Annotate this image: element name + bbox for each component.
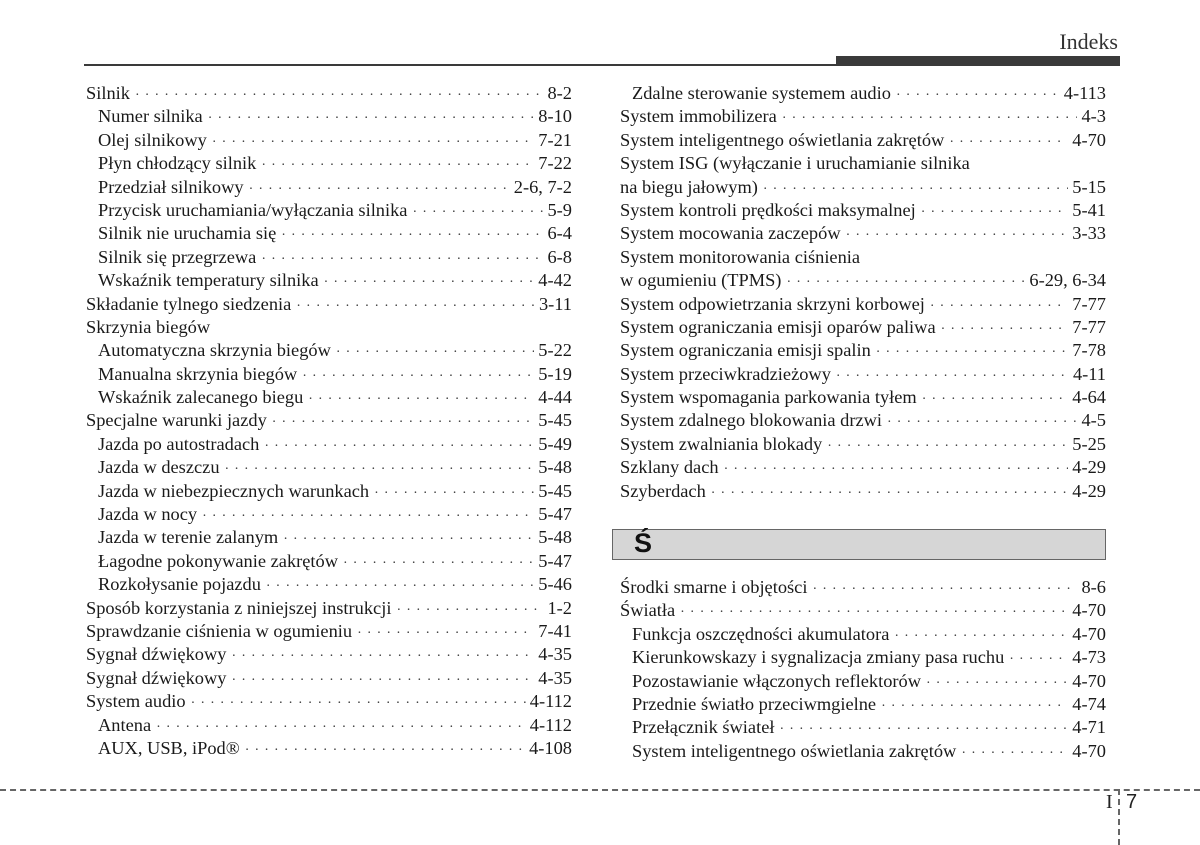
- index-entry-label: Jazda w nocy: [98, 504, 198, 525]
- index-entry: [86, 199, 572, 222]
- leader-dots: [930, 295, 1068, 318]
- index-entry: [620, 693, 1106, 716]
- index-entry-page: 5-47: [538, 504, 572, 525]
- leader-dots: [202, 505, 534, 528]
- leader-dots: [846, 224, 1069, 247]
- index-entry-page: 4-74: [1072, 693, 1106, 714]
- index-entry: [620, 199, 1106, 222]
- index-entry-label: Specjalne warunki jazdy: [86, 410, 267, 431]
- leader-dots: [827, 435, 1068, 458]
- index-entry-label: Pozostawianie włączonych reflektorów: [632, 670, 922, 691]
- leader-dots: [357, 622, 534, 645]
- index-entry-label: System zdalnego blokowania drzwi: [620, 410, 883, 431]
- index-entry: [620, 740, 1106, 763]
- index-entry: [620, 339, 1106, 362]
- leader-dots: [261, 154, 534, 177]
- index-entry-page: 7-41: [538, 620, 572, 641]
- index-entry-page: 4-70: [1072, 600, 1106, 621]
- leader-dots: [949, 131, 1068, 154]
- index-entry-page: 5-48: [538, 457, 572, 478]
- index-entry-label: Jazda po autostradach: [98, 433, 260, 454]
- footer-section-label: I: [1106, 791, 1113, 813]
- index-entry: [86, 363, 572, 386]
- leader-dots: [711, 482, 1068, 505]
- leader-dots: [412, 201, 543, 224]
- leader-dots: [308, 388, 534, 411]
- index-entry-page: 5-47: [538, 550, 572, 571]
- index-entry-label: Łagodne pokonywanie zakrętów: [98, 550, 339, 571]
- leader-dots: [296, 295, 535, 318]
- index-entry-label: Zdalne sterowanie systemem audio: [632, 83, 891, 103]
- index-entry-label: Wskaźnik temperatury silnika: [98, 270, 319, 291]
- index-entry-page: 2-6, 7-2: [513, 176, 572, 197]
- index-entry-page: 5-22: [538, 340, 572, 361]
- index-entry-label: Silnik: [86, 83, 130, 103]
- index-entry-label: Przełącznik świateł: [632, 717, 775, 738]
- leader-dots: [896, 84, 1060, 107]
- index-entry-page: 4-112: [529, 714, 572, 735]
- footer-dashed-divider: [1118, 789, 1120, 845]
- index-entry: [620, 576, 1106, 599]
- index-entry-label: System wspomagania parkowania tyłem: [620, 387, 917, 408]
- index-entry: [86, 503, 572, 526]
- index-entry-label: Jazda w terenie zalanym: [98, 527, 279, 548]
- index-entry-label: Szklany dach: [620, 457, 719, 478]
- index-entry: [620, 222, 1106, 245]
- index-entry-page: 5-45: [538, 410, 572, 431]
- index-entry: [620, 82, 1106, 105]
- index-entry-page: 7-77: [1072, 316, 1106, 337]
- index-entry: [86, 246, 572, 269]
- index-entry: [86, 597, 572, 620]
- index-entry: [86, 714, 572, 737]
- index-entry-label: Szyberdach: [620, 480, 706, 501]
- index-entry-label: System kontroli prędkości maksymalnej: [620, 199, 916, 220]
- index-entry-label: System inteligentnego oświetlania zakrętów: [632, 740, 957, 761]
- index-entry-page: 5-9: [547, 199, 572, 220]
- index-entry-page: 4-29: [1072, 457, 1106, 478]
- leader-dots: [881, 695, 1068, 718]
- index-entry: [86, 316, 572, 339]
- index-entry: [86, 643, 572, 666]
- index-entry-page: 7-77: [1072, 293, 1106, 314]
- index-entry: [620, 269, 1106, 292]
- leader-dots: [212, 131, 534, 154]
- index-entry-page: 4-11: [1072, 363, 1106, 384]
- index-entry-label: System audio: [86, 691, 186, 712]
- page-number: 7: [1126, 791, 1138, 813]
- index-entry: [86, 456, 572, 479]
- index-entry-page: 7-78: [1072, 340, 1106, 361]
- index-entry: [620, 480, 1106, 503]
- index-entry-page: 5-45: [538, 480, 572, 501]
- index-entry: [86, 269, 572, 292]
- index-entry-label: Olej silnikowy: [98, 129, 207, 150]
- index-entry-page: 4-108: [529, 737, 572, 758]
- leader-dots: [876, 341, 1069, 364]
- index-entry: [86, 293, 572, 316]
- leader-dots: [680, 601, 1068, 624]
- leader-dots: [374, 482, 534, 505]
- index-entry: [86, 573, 572, 596]
- leader-dots: [272, 411, 535, 434]
- leader-dots: [231, 669, 534, 692]
- index-entry-label: Silnik się przegrzewa: [98, 246, 257, 267]
- index-entry: [620, 409, 1106, 432]
- leader-dots: [836, 365, 1069, 388]
- index-entry: [86, 550, 572, 573]
- leader-dots: [208, 107, 535, 130]
- index-entry: [620, 716, 1106, 739]
- index-entry: [86, 480, 572, 503]
- index-entry-label: Silnik nie uruchamia się: [98, 223, 277, 244]
- index-entry-page: 4-70: [1072, 670, 1106, 691]
- index-entry: [620, 176, 1106, 199]
- index-entry: [620, 316, 1106, 339]
- index-entry: [86, 105, 572, 128]
- index-entry: [620, 456, 1106, 479]
- index-entry: [86, 152, 572, 175]
- index-entry-label: na biegu jałowym): [620, 176, 758, 197]
- index-entry-label: Manualna skrzynia biegów: [98, 363, 298, 384]
- index-entry-label: Automatyczna skrzynia biegów: [98, 340, 331, 361]
- index-entry-page: 4-35: [538, 667, 572, 688]
- leader-dots: [921, 201, 1069, 224]
- index-entry-page: 5-49: [538, 433, 572, 454]
- leader-dots: [782, 107, 1078, 130]
- index-entry-label: System ograniczania emisji spalin: [620, 340, 871, 361]
- index-entry-label: Skrzynia biegów: [86, 316, 211, 337]
- index-entry-page: 7-21: [538, 129, 572, 150]
- index-column-right-top: [620, 82, 1106, 503]
- index-entry-label: Jazda w deszczu: [98, 457, 220, 478]
- index-entry-page: 4-73: [1072, 647, 1106, 668]
- leader-dots: [231, 645, 534, 668]
- index-entry: [620, 623, 1106, 646]
- leader-dots: [302, 365, 534, 388]
- index-entry: [86, 82, 572, 105]
- index-entry-page: 4-70: [1072, 740, 1106, 761]
- index-entry-page: 5-25: [1072, 433, 1106, 454]
- index-entry: [86, 667, 572, 690]
- header-rule-accent: [836, 56, 1120, 65]
- index-entry-label: System zwalniania blokady: [620, 433, 823, 454]
- index-column-right-bottom: [620, 576, 1106, 763]
- index-entry-label: Kierunkowskazy i sygnalizacja zmiany pasa ruchu: [632, 647, 1005, 668]
- footer-dashed-rule: [0, 789, 1200, 791]
- index-entry: [86, 222, 572, 245]
- index-entry-page: 4-64: [1072, 387, 1106, 408]
- index-entry-label: Sposób korzystania z niniejszej instrukcji: [86, 597, 392, 618]
- leader-dots: [961, 742, 1068, 765]
- index-entry: [86, 433, 572, 456]
- index-entry-label: System immobilizera: [620, 106, 777, 127]
- index-entry-page: 4-42: [538, 270, 572, 291]
- index-entry-label: Numer silnika: [98, 106, 203, 127]
- index-entry-label: Antena: [98, 714, 152, 735]
- index-entry: [86, 526, 572, 549]
- index-entry: [86, 620, 572, 643]
- leader-dots: [283, 528, 534, 551]
- leader-dots: [786, 271, 1025, 294]
- leader-dots: [724, 458, 1069, 481]
- section-header-s-acute: [612, 529, 1106, 560]
- index-entry-label: System przeciwkradzieżowy: [620, 363, 831, 384]
- index-entry: [86, 409, 572, 432]
- index-entry-label: Przednie światło przeciwmgielne: [632, 693, 877, 714]
- leader-dots: [926, 672, 1068, 695]
- index-entry: [86, 176, 572, 199]
- index-entry-label: Jazda w niebezpiecznych warunkach: [98, 480, 370, 501]
- index-entry-page: 6-4: [547, 223, 572, 244]
- leader-dots: [779, 718, 1068, 741]
- index-entry-page: 6-8: [547, 246, 572, 267]
- index-entry: [620, 293, 1106, 316]
- index-entry-page: 5-41: [1072, 199, 1106, 220]
- index-entry-page: 4-70: [1072, 129, 1106, 150]
- index-entry-label: w ogumieniu (TPMS): [620, 270, 782, 291]
- section-letter: Ś: [634, 528, 653, 558]
- leader-dots: [396, 599, 543, 622]
- index-entry-label: Rozkołysanie pojazdu: [98, 574, 261, 595]
- index-entry-label: System odpowietrzania skrzyni korbowej: [620, 293, 925, 314]
- index-entry-label: Przedział silnikowy: [98, 176, 244, 197]
- index-entry-page: 4-112: [529, 691, 572, 712]
- index-entry-label: System inteligentnego oświetlania zakrętów: [620, 129, 945, 150]
- index-entry-page: 4-35: [538, 644, 572, 665]
- index-entry-page: 4-70: [1072, 623, 1106, 644]
- leader-dots: [922, 388, 1069, 411]
- leader-dots: [245, 739, 525, 762]
- index-entry-page: 1-2: [547, 597, 572, 618]
- index-entry-page: 5-15: [1072, 176, 1106, 197]
- leader-dots: [249, 178, 510, 201]
- index-entry: [620, 152, 1106, 175]
- index-entry-page: 6-29, 6-34: [1029, 270, 1106, 291]
- index-entry-page: 7-22: [538, 153, 572, 174]
- index-entry-page: 4-29: [1072, 480, 1106, 501]
- index-entry-label: Środki smarne i objętości: [620, 577, 808, 597]
- index-entry-label: Funkcja oszczędności akumulatora: [632, 623, 890, 644]
- index-entry: [86, 386, 572, 409]
- index-entry-label: Światła: [620, 600, 676, 621]
- index-entry: [86, 339, 572, 362]
- index-entry: [86, 737, 572, 760]
- index-entry-page: 5-19: [538, 363, 572, 384]
- index-entry-label: System monitorowania ciśnienia: [620, 246, 861, 267]
- index-entry-page: 4-113: [1063, 83, 1106, 103]
- index-entry-page: 3-11: [538, 293, 572, 314]
- index-entry-label: System mocowania zaczepów: [620, 223, 841, 244]
- leader-dots: [135, 84, 544, 107]
- index-entry-label: Przycisk uruchamiania/wyłączania silnika: [98, 199, 408, 220]
- leader-dots: [261, 248, 543, 271]
- index-entry: [620, 433, 1106, 456]
- leader-dots: [343, 552, 534, 575]
- index-entry-page: 3-33: [1072, 223, 1106, 244]
- index-entry: [620, 386, 1106, 409]
- index-entry-page: 4-3: [1081, 106, 1106, 127]
- index-entry-page: 4-5: [1081, 410, 1106, 431]
- index-entry: [620, 599, 1106, 622]
- leader-dots: [324, 271, 535, 294]
- index-entry-page: 4-44: [538, 387, 572, 408]
- index-entry: [620, 363, 1106, 386]
- index-entry-label: System ograniczania emisji oparów paliwa: [620, 316, 936, 337]
- index-entry-page: 4-71: [1072, 717, 1106, 738]
- index-entry-page: 8-6: [1081, 577, 1106, 597]
- leader-dots: [1009, 648, 1068, 671]
- index-entry-page: 5-48: [538, 527, 572, 548]
- index-entry-page: 8-2: [547, 83, 572, 103]
- leader-dots: [763, 178, 1068, 201]
- leader-dots: [941, 318, 1069, 341]
- index-entry: [620, 129, 1106, 152]
- index-entry: [620, 670, 1106, 693]
- leader-dots: [266, 575, 534, 598]
- index-entry-label: System ISG (wyłączanie i uruchamianie silnika: [620, 153, 970, 174]
- index-entry-page: 5-46: [538, 574, 572, 595]
- leader-dots: [225, 458, 535, 481]
- index-entry: [620, 246, 1106, 269]
- index-entry: [86, 129, 572, 152]
- index-entry-label: Sprawdzanie ciśnienia w ogumieniu: [86, 620, 353, 641]
- leader-dots: [191, 692, 526, 715]
- leader-dots: [336, 341, 534, 364]
- index-entry: [86, 690, 572, 713]
- leader-dots: [264, 435, 534, 458]
- index-entry-label: Sygnał dźwiękowy: [86, 644, 227, 665]
- leader-dots: [887, 411, 1077, 434]
- leader-dots: [156, 716, 526, 739]
- index-entry-page: 8-10: [538, 106, 572, 127]
- index-entry-label: Sygnał dźwiękowy: [86, 667, 227, 688]
- page-title: Indeks: [1059, 29, 1118, 54]
- index-entry: [620, 105, 1106, 128]
- index-entry-label: Składanie tylnego siedzenia: [86, 293, 292, 314]
- index-entry: [620, 646, 1106, 669]
- leader-dots: [812, 578, 1077, 601]
- leader-dots: [281, 224, 543, 247]
- index-column-left: [86, 82, 572, 760]
- index-entry-label: Wskaźnik zalecanego biegu: [98, 387, 304, 408]
- index-entry-label: AUX, USB, iPod®: [98, 737, 240, 758]
- leader-dots: [894, 625, 1068, 648]
- index-entry-label: Płyn chłodzący silnik: [98, 153, 257, 174]
